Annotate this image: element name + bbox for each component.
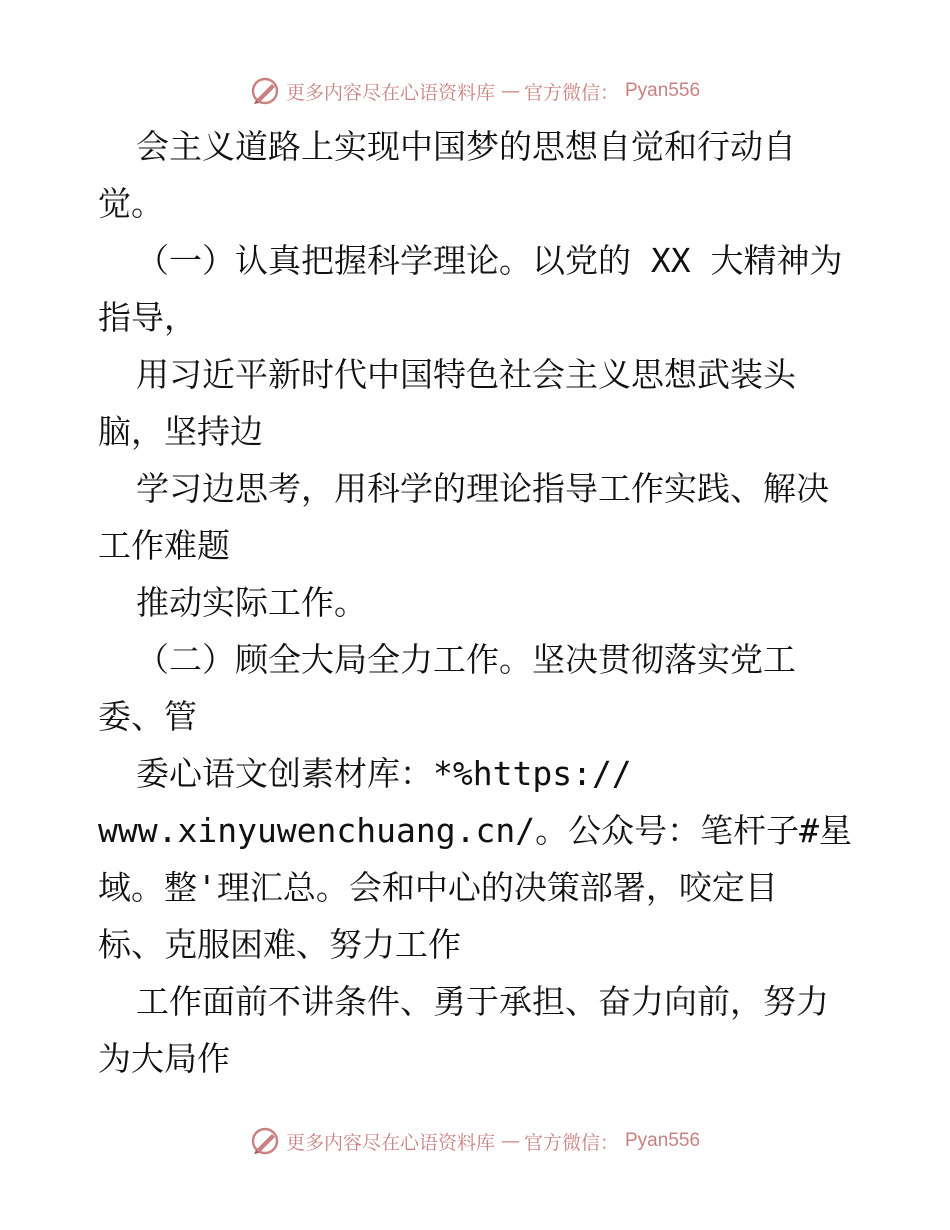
body-line: （一）认真把握科学理论。以党的 XX 大精神为 xyxy=(136,241,843,280)
body-line: 会主义道路上实现中国梦的思想自觉和行动自 xyxy=(136,127,796,166)
body-line: 委、管 xyxy=(98,697,197,736)
footer-banner-label: 官方微信： xyxy=(523,1131,619,1154)
body-line: 脑，坚持边 xyxy=(98,412,263,451)
body-line: www.xinyuwenchuang.cn/。公众号：笔杆子#星 xyxy=(98,811,852,850)
document-body xyxy=(98,118,858,1087)
footer-watermark-banner xyxy=(0,1121,950,1161)
body-line: 为大局作 xyxy=(98,1039,230,1078)
footer-banner-id: Pyan556 xyxy=(625,1130,701,1151)
body-line: 工作面前不讲条件、勇于承担、奋力向前，努力 xyxy=(136,982,829,1021)
body-line: 委心语文创素材库：*%https:// xyxy=(136,754,632,793)
body-line: 标、克服困难、努力工作 xyxy=(98,925,461,964)
pen-logo-icon xyxy=(250,76,280,106)
header-watermark-banner xyxy=(0,71,950,111)
body-line: 工作难题 xyxy=(98,526,230,565)
body-line: 域。整'理汇总。会和中心的决策部署，咬定目 xyxy=(98,868,778,907)
header-banner-dash: — xyxy=(500,80,518,102)
body-line: 觉。 xyxy=(98,184,164,223)
body-line: 学习边思考，用科学的理论指导工作实践、解决 xyxy=(136,469,829,508)
footer-banner-text: 更多内容尽在心语资料库 xyxy=(285,1131,495,1154)
footer-banner-dash: — xyxy=(500,1130,518,1152)
body-line: 推动实际工作。 xyxy=(136,583,367,622)
body-line: 指导， xyxy=(98,298,197,337)
body-line: （二）顾全大局全力工作。坚决贯彻落实党工 xyxy=(136,640,796,679)
header-banner-id: Pyan556 xyxy=(625,80,701,101)
pen-logo-icon xyxy=(250,1126,280,1156)
body-line: 用习近平新时代中国特色社会主义思想武装头 xyxy=(136,355,796,394)
header-banner-text: 更多内容尽在心语资料库 xyxy=(285,81,495,104)
header-banner-label: 官方微信： xyxy=(523,81,619,104)
